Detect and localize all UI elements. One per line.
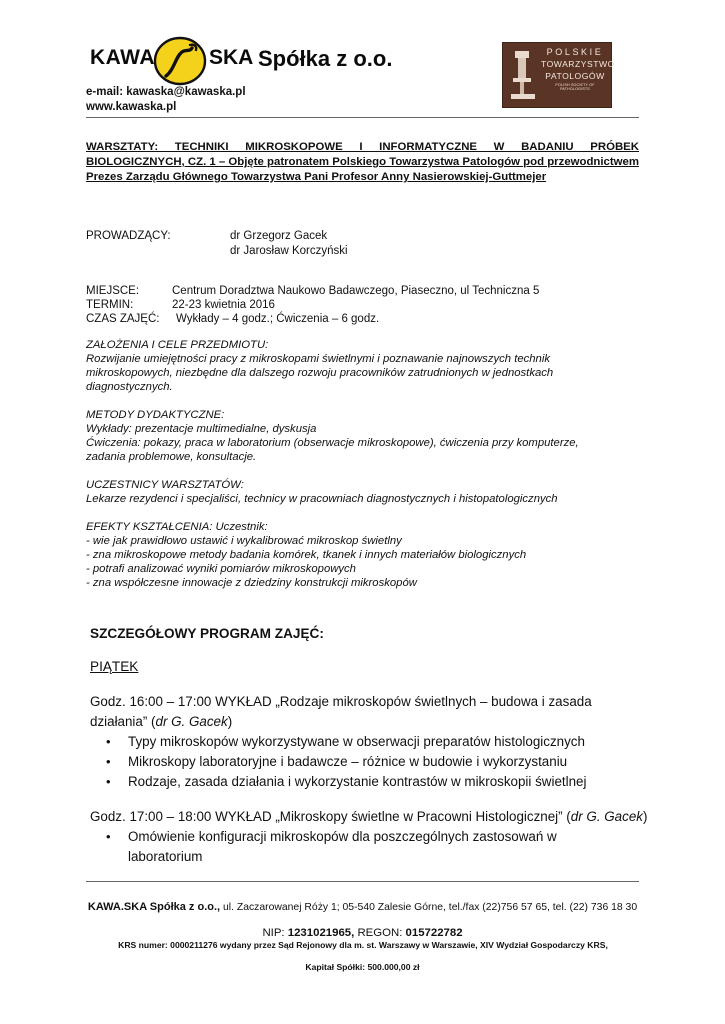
day-heading: PIĄTEK — [90, 659, 139, 674]
lecture-2-line-1 — [90, 807, 650, 827]
society-logo — [502, 42, 615, 108]
workshop-title: WARSZTATY: TECHNIKI MIKROSKOPOWE I INFORMATYCZNE W BADANIU PRÓBEK BIOLOGICZNYCH, CZ. 1 – Objęte patronatem Polskiego Towarzystwa Patologów pod przewodnictwem Prezes Zarządu Głównego Towarzystwa Pani Profesor Anny Nasierowskiej-Guttmejer — [86, 141, 639, 183]
regon-label: REGON: — [354, 927, 406, 939]
lecture-1-author: dr G. Gacek — [155, 714, 228, 729]
lecture-2 — [90, 807, 650, 867]
email-text: e-mail: kawaska@kawaska.pl — [86, 86, 246, 98]
logo-ska-text: SKA — [209, 46, 254, 69]
effects-line: - zna współczesne innowacje z dziedziny konstrukcji mikroskopów — [86, 577, 417, 589]
society-line-4: POLISH SOCIETY OF PATHOLOGISTS — [555, 83, 595, 91]
effects-line: - potrafi analizować wyniki pomiarów mikroskopowych — [86, 563, 356, 575]
nip-value: 1231021965, — [287, 927, 355, 939]
date-value: 22-23 kwietnia 2016 — [172, 299, 275, 311]
effects-line: - zna mikroskopowe metody badania komórek, tkanek i innych materiałów biologicznych — [86, 549, 527, 561]
website-text: www.kawaska.pl — [86, 101, 177, 113]
methods-line: Wykłady: prezentacje multimedialne, dyskusja — [86, 423, 317, 435]
lecture-1-line-2 — [90, 712, 650, 732]
lecture-2-author: dr G. Gacek — [570, 809, 643, 824]
lecture-2-bullets — [90, 827, 560, 867]
list-item: • Rodzaje, zasada działania i wykorzystanie kontrastów w mikroskopii świetlnej — [90, 772, 650, 792]
list-item: • Typy mikroskopów wykorzystywane w obserwacji preparatów histologicznych — [90, 732, 650, 752]
header-divider — [86, 117, 639, 118]
methods-title: METODY DYDAKTYCZNE: — [86, 409, 225, 421]
logo-kawa-text: KAWA — [90, 46, 155, 69]
lecture-1-bullets — [90, 732, 650, 792]
lecture-1-text-end: ) — [227, 714, 233, 729]
goals-line: diagnostycznych. — [86, 381, 173, 393]
footer-divider — [86, 881, 639, 882]
methods-line: Ćwiczenia: pokazy, praca w laboratorium (obserwacje mikroskopowe), ćwiczenia przy komputerze, — [86, 437, 579, 449]
society-line-1: POLSKIE — [546, 47, 604, 57]
regon-value: 015722782 — [405, 927, 463, 939]
lecture-1 — [90, 692, 650, 792]
lecture-2-text: Godz. 17:00 – 18:00 WYKŁAD „Mikroskopy świetlne w Pracowni Histologicznej” ( — [90, 809, 571, 824]
footer-krs: KRS numer: 0000211276 wydany przez Sąd Rejonowy dla m. st. Warszawy w Warszawie, XIV Wydział Gospodarczy KRS, — [118, 940, 608, 950]
kawaska-logo-icon — [152, 36, 208, 86]
goals-title: ZAŁOŻENIA I CELE PRZEDMIOTU: — [86, 339, 269, 351]
participants-title: UCZESTNICY WARSZTATÓW: — [86, 479, 244, 491]
footer-address — [86, 901, 639, 915]
microscope-icon — [509, 49, 537, 101]
footer-company: KAWA.SKA Spółka z o.o., — [87, 901, 221, 913]
footer-street: ul. Zaczarowanej Róży 1; 05-540 Zalesie Górne — [220, 902, 444, 913]
participants-line: Lekarze rezydenci i specjaliści, technicy w pracowniach diagnostycznych i histopatologicznych — [86, 493, 558, 505]
time-label: CZAS ZAJĘĆ: — [86, 313, 160, 325]
lecture-1-line-1: Godz. 16:00 – 17:00 WYKŁAD „Rodzaje mikroskopów świetlnych – budowa i zasada — [90, 694, 592, 709]
lecture-2-text-end: ) — [642, 809, 648, 824]
footer-phone: , tel./fax (22)756 57 65, tel. (22) 736 18 30 — [443, 902, 638, 913]
company-suffix: Spółka z o.o. — [258, 46, 393, 71]
place-value: Centrum Doradztwa Naukowo Badawczego, Piaseczno, ul Techniczna 5 — [172, 285, 540, 297]
society-line-2: TOWARZYSTWO — [541, 59, 615, 69]
effects-line: - wie jak prawidłowo ustawić i wykalibrować mikroskop świetlny — [86, 535, 402, 547]
program-heading: SZCZEGÓŁOWY PROGRAM ZAJĘĆ: — [90, 626, 324, 641]
footer-capital: Kapitał Spółki: 500.000,00 zł — [305, 962, 420, 972]
date-label: TERMIN: — [86, 299, 134, 311]
methods-line: zadania problemowe, konsultacje. — [86, 451, 257, 463]
footer-ids — [86, 927, 639, 940]
leader-name-2: dr Jarosław Korczyński — [230, 245, 348, 257]
time-value: Wykłady – 4 godz.; Ćwiczenia – 6 godz. — [176, 313, 380, 325]
list-item: • Mikroskopy laboratoryjne i badawcze – różnice w budowie i wykorzystaniu — [90, 752, 650, 772]
lecture-1-text: działania” ( — [90, 714, 156, 729]
leaders-label: PROWADZĄCY: — [86, 230, 171, 242]
society-line-3: PATOLOGÓW — [545, 70, 605, 81]
goals-line: Rozwijanie umiejętności pracy z mikroskopami świetlnymi i poznawanie najnowszych technik — [86, 353, 550, 365]
leader-name-1: dr Grzegorz Gacek — [230, 230, 328, 242]
list-item: • Omówienie konfiguracji mikroskopów dla poszczególnych zastosowań w laboratorium — [90, 827, 560, 867]
nip-label: NIP: — [262, 927, 288, 939]
effects-title: EFEKTY KSZTAŁCENIA: Uczestnik: — [86, 521, 268, 533]
place-label: MIEJSCE: — [86, 285, 140, 297]
goals-line: mikroskopowych, niezbędne dla dalszego rozwoju pracowników zatrudnionych w jednostkach — [86, 367, 554, 379]
